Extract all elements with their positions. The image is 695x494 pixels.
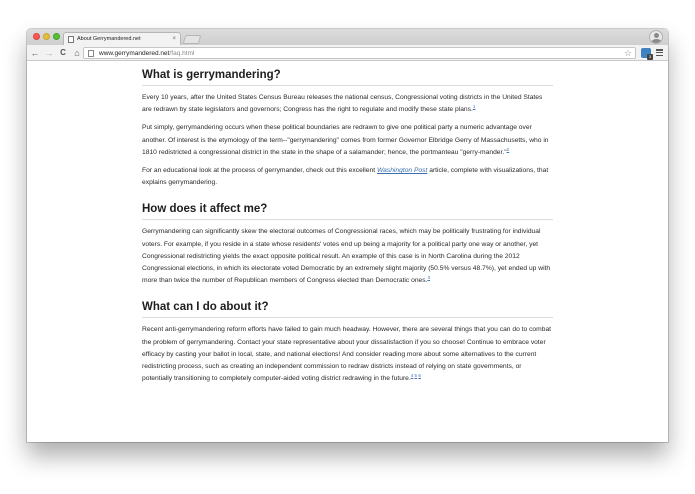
- home-icon[interactable]: ⌂: [74, 47, 80, 58]
- section-heading: How does it affect me?: [142, 203, 553, 220]
- footnote-link[interactable]: 5: [414, 373, 418, 379]
- reload-icon[interactable]: C: [60, 47, 66, 57]
- url-text: [99, 50, 194, 57]
- url-path: /faq.html: [169, 49, 195, 57]
- new-tab-button[interactable]: [183, 35, 202, 44]
- star-icon[interactable]: ☆: [623, 48, 632, 58]
- tab-title: About Gerrymandered.net: [77, 36, 141, 42]
- page-icon: [88, 50, 94, 57]
- hamburger-menu-icon[interactable]: [656, 48, 663, 57]
- browser-window: [27, 29, 668, 442]
- address-bar[interactable]: [83, 47, 636, 59]
- paragraph: For an educational look at the process of gerrymander, check out this excellent Washington Post article, complete with visualizations, that explains gerrymandering.: [142, 167, 549, 187]
- faq-content: [142, 61, 553, 385]
- minimize-window-button[interactable]: [43, 33, 50, 40]
- paragraph: Gerrymandering can significantly skew the electoral outcomes of Congressional races, which may be politically frustrating for individual voters. For example, if you reside in a state whose residents' votes end up being a majority for a political party one way or another, yet Congressional redistricting yields the exact opposite political result. An example of this case is in North Carolina during the 2012 Congressional elections, in which its electorate voted Democratic by an extremely slight majority (50.5% versus 48.7%), yet ended up with more than twice the number of Republican members of Congress elected than Democratic ones.$^3$: [142, 228, 551, 285]
- section-how-does-it-affect-me: [142, 203, 553, 287]
- paragraph: Put simply, gerrymandering occurs when these political boundaries are redrawn to give one political party a numeric advantage over another. Of interest is the etymology of the term--"gerrymandering" comes from former Governor Elbridge Gerry of Massachusetts, who in 1810 redistricted a congressional district in the state in the shape of a salamander; hence, the portmanteau "gerry-mander."$^2$: [142, 124, 549, 156]
- back-arrow-icon[interactable]: ←: [30, 47, 40, 58]
- profile-icon[interactable]: [649, 30, 663, 44]
- browser-toolbar: [27, 45, 668, 61]
- footnote-link[interactable]: 3: [427, 275, 430, 280]
- url-domain: www.gerrymandered.net: [99, 49, 170, 57]
- footnote-link[interactable]: 6: [418, 373, 421, 379]
- maximize-window-button[interactable]: [53, 33, 60, 40]
- title-bar: [27, 29, 668, 45]
- page-icon: [68, 36, 74, 43]
- close-window-button[interactable]: [33, 33, 40, 40]
- paragraph: Every 10 years, after the United States Census Bureau releases the national census, Congressional voting districts in the United States are redrawn by state legislators and governors; Congress has the right to regulate and modify these state plans.$^1$: [142, 94, 543, 114]
- section-what-can-i-do: [142, 301, 553, 385]
- footnote-link[interactable]: 4: [410, 373, 414, 379]
- section-heading: What can I do about it?: [142, 301, 553, 318]
- extension-icon[interactable]: [641, 48, 651, 58]
- footnote-link[interactable]: 2: [506, 146, 510, 152]
- close-tab-icon[interactable]: ×: [172, 36, 176, 42]
- extension-badge: 3: [648, 54, 652, 59]
- footnote-link[interactable]: 1: [472, 103, 476, 109]
- section-what-is-gerrymandering: [142, 69, 553, 189]
- tab-about-gerrymandered[interactable]: [63, 32, 181, 45]
- paragraph: Recent anti-gerrymandering reform efforts have failed to gain much headway. However, there are several things that you can do to combat the problem of gerrymandering. Contact your state representative about your dissatisfaction if you so choose! Continue to embrace voter efficacy by casting your ballot in local, state, and national elections! And consider reading more about some alternatives to the current redistricting process, such as creating an independent commission to redraw districts instead of relying on state governments, or potentially transitioning to completely computer-aided voting district redrawing in the future.$^{4 5 6}$: [142, 326, 552, 383]
- washington-post-link[interactable]: Washington Post: [376, 167, 428, 175]
- forward-arrow-icon[interactable]: →: [44, 47, 54, 58]
- section-heading: What is gerrymandering?: [142, 69, 553, 86]
